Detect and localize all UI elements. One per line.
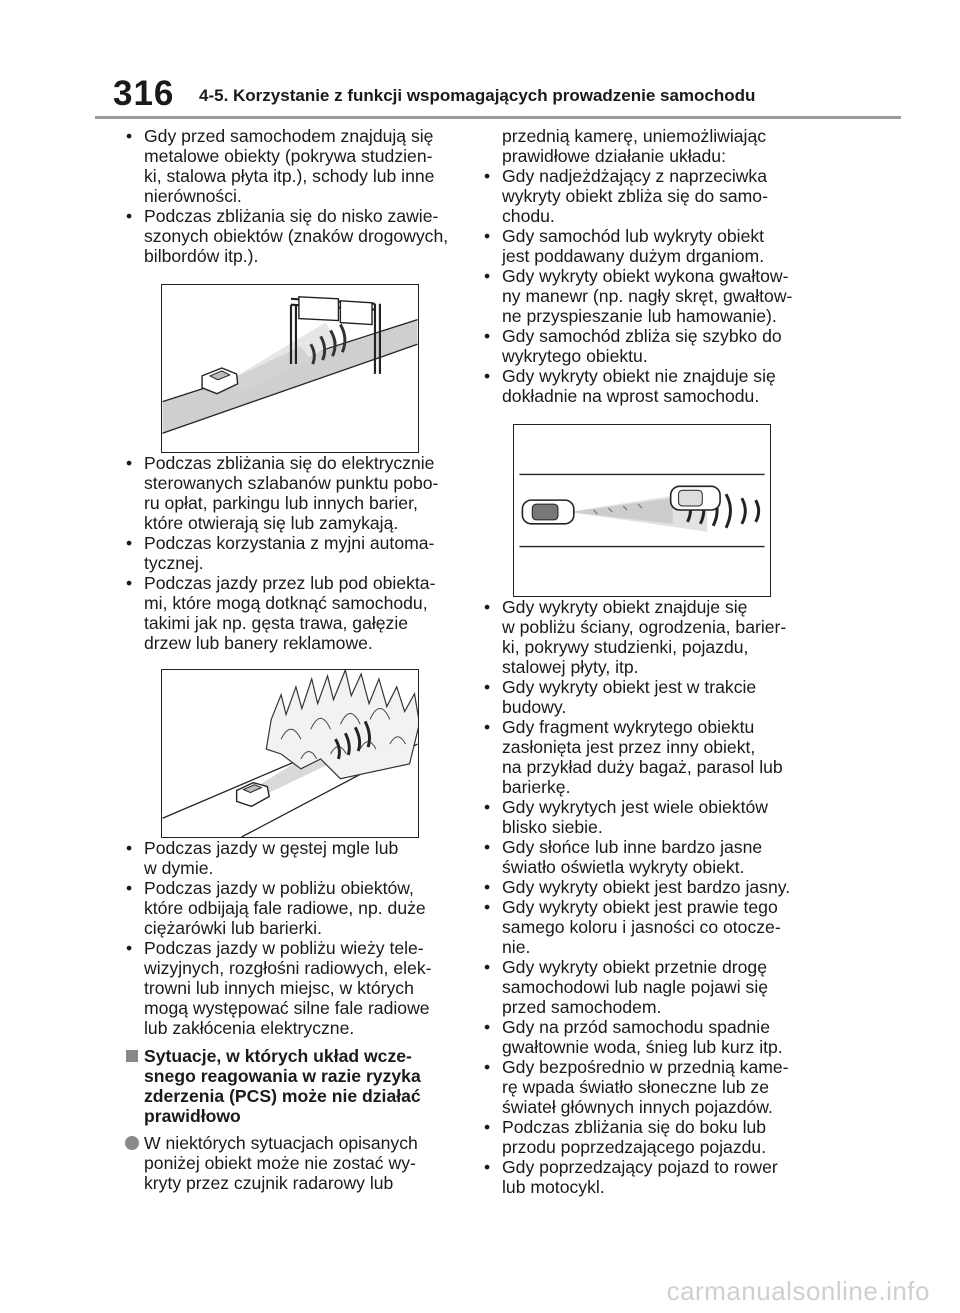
text-line: metalowe obiekty (pokrywa studzien- <box>144 146 433 166</box>
text-line: szonych obiektów (znaków drogowych, <box>144 226 449 246</box>
list-item <box>476 1057 816 1117</box>
text-line: gwałtownie woda, śnieg lub kurz itp. <box>502 1037 783 1057</box>
text-line: wykryty obiekt zbliża się do samo- <box>502 186 768 206</box>
text-line: zasłonięta jest przez inny obiekt, <box>502 737 756 757</box>
text-line: drzew lub banery reklamowe. <box>144 633 373 653</box>
text-line: Gdy samochód zbliża się szybko do <box>502 326 782 346</box>
text-line: lub motocykl. <box>502 1177 605 1197</box>
text-line: Podczas zbliżania się do nisko zawie- <box>144 206 439 226</box>
text-line: wizyjnych, rozgłośni radiowych, elek- <box>144 958 432 978</box>
text-line: tycznej. <box>144 553 204 573</box>
text-line: ru opłat, parkingu lub innych barier, <box>144 493 418 513</box>
text-line: Sytuacje, w których układ wcze- <box>144 1046 412 1066</box>
text-line: Gdy nadjeżdżający z naprzeciwka <box>502 166 768 186</box>
section-heading-lines <box>144 1046 463 1126</box>
text-line: ne przyspieszanie lub hamowanie). <box>502 306 777 326</box>
text-line: Gdy wykryty obiekt znajduje się <box>502 597 748 617</box>
text-line: przed samochodem. <box>502 997 662 1017</box>
text-line: ki, stalowa płyta itp.), schody lub inne <box>144 166 435 186</box>
text-line: budowy. <box>502 697 567 717</box>
illustration-dense-grass <box>161 669 419 838</box>
text-line: Podczas korzystania z myjni automa- <box>144 533 435 553</box>
text-line: bilbordów itp.). <box>144 246 259 266</box>
section-heading-pcs <box>118 1046 463 1126</box>
text-line: barierkę. <box>502 777 571 797</box>
list-item <box>476 597 816 677</box>
overhead-signs-drawing <box>162 285 418 452</box>
text-line: Gdy słońce lub inne bardzo jasne <box>502 837 763 857</box>
list-item <box>476 226 816 266</box>
text-line: świateł głównych innych pojazdów. <box>502 1097 773 1117</box>
text-line: stalowej płyty, itp. <box>502 657 639 677</box>
text-line: ki, pokrywy studzienki, pojazdu, <box>502 637 749 657</box>
text-line: Podczas jazdy w pobliżu obiektów, <box>144 878 414 898</box>
illustration-oncoming-vehicle <box>513 424 771 597</box>
text-line: mi, które mogą dotknąć samochodu, <box>144 593 428 613</box>
text-line: samochodowi lub nagle pojawi się <box>502 977 769 997</box>
text-line: ciężarówki lub barierki. <box>144 918 322 938</box>
right-list-2 <box>476 597 816 1197</box>
text-line: snego reagowania w razie ryzyka <box>144 1066 421 1086</box>
text-line: dokładnie na wprost samochodu. <box>502 386 760 406</box>
text-line: samego koloru i jasności co otocze- <box>502 917 781 937</box>
left-column <box>118 126 463 1193</box>
text-line: które otwierają się lub zamykają. <box>144 513 399 533</box>
text-line: Gdy poprzedzający pojazd to rower <box>502 1157 778 1177</box>
text-line: takimi jak np. gęsta trawa, gałęzie <box>144 613 409 633</box>
text-line: zderzenia (PCS) może nie działać <box>144 1086 421 1106</box>
text-line: chodu. <box>502 206 555 226</box>
list-item <box>476 717 816 797</box>
text-line: Gdy bezpośrednio w przednią kame- <box>502 1057 789 1077</box>
text-line: Gdy na przód samochodu spadnie <box>502 1017 770 1037</box>
text-line: Gdy wykryty obiekt wykona gwałtow- <box>502 266 789 286</box>
text-line: Gdy fragment wykrytego obiektu <box>502 717 755 737</box>
oncoming-vehicle-drawing <box>514 425 770 596</box>
text-line: nie. <box>502 937 531 957</box>
text-line: sterowanych szlabanów punktu pobo- <box>144 473 439 493</box>
text-line: Gdy samochód lub wykryty obiekt <box>502 226 765 246</box>
text-line: które odbijają fale radiowe, np. duże <box>144 898 426 918</box>
dense-grass-drawing <box>162 670 418 837</box>
list-item <box>118 838 463 878</box>
text-line: Podczas zbliżania się do boku lub <box>502 1117 767 1137</box>
header-title: 4-5. Korzystanie z funkcji wspomagających prowadzenie samochodu <box>199 86 756 105</box>
list-item <box>118 573 463 653</box>
text-line: prawidłowo <box>144 1106 241 1126</box>
text-line: przednią kamerę, uniemożliwiając <box>502 126 767 146</box>
text-line: Podczas jazdy przez lub pod obiekta- <box>144 573 436 593</box>
watermark: carmanualsonline.info <box>666 1276 930 1306</box>
left-list-3 <box>118 838 463 1038</box>
list-item <box>476 366 816 406</box>
text-line: jest poddawany dużym drganiom. <box>502 246 765 266</box>
text-line: na przykład duży bagaż, parasol lub <box>502 757 783 777</box>
text-line: Gdy wykryty obiekt jest prawie tego <box>502 897 778 917</box>
list-item <box>476 837 816 877</box>
list-item <box>118 126 463 206</box>
text-line: kryty przez czujnik radarowy lub <box>144 1173 394 1193</box>
text-line: wykrytego obiektu. <box>502 346 648 366</box>
list-item <box>476 266 816 326</box>
intro-paragraph <box>118 1133 463 1193</box>
right-list-1 <box>476 166 816 406</box>
list-item <box>476 877 816 897</box>
text-line: nierówności. <box>144 186 242 206</box>
text-line: Gdy wykryty obiekt jest bardzo jasny. <box>502 877 791 897</box>
text-line: przodu poprzedzającego pojazdu. <box>502 1137 767 1157</box>
text-line: rę wpada światło słoneczne lub ze <box>502 1077 769 1097</box>
text-line: lub zakłócenia elektryczne. <box>144 1018 355 1038</box>
text-line: Podczas jazdy w gęstej mgle lub <box>144 838 399 858</box>
text-line: poniżej obiekt może nie zostać wy- <box>144 1153 416 1173</box>
list-item <box>476 957 816 1017</box>
text-line: Gdy przed samochodem znajdują się <box>144 126 434 146</box>
square-bullet-icon <box>126 1050 138 1062</box>
list-item <box>476 1157 816 1197</box>
list-item <box>476 1117 816 1157</box>
illustration-overhead-signs <box>161 284 419 453</box>
text-line: w dymie. <box>144 858 214 878</box>
list-item <box>118 206 463 266</box>
text-line: Gdy wykryty obiekt jest w trakcie <box>502 677 757 697</box>
text-line: trowni lub innych miejsc, w których <box>144 978 414 998</box>
text-line: ny manewr (np. nagły skręt, gwałtow- <box>502 286 793 306</box>
text-line: W niektórych sytuacjach opisanych <box>144 1133 418 1153</box>
circle-bullet-icon <box>125 1136 139 1150</box>
text-line: Podczas jazdy w pobliżu wieży tele- <box>144 938 424 958</box>
intro-paragraph-lines <box>144 1133 463 1193</box>
list-item <box>476 1017 816 1057</box>
page-number: 316 <box>113 74 175 113</box>
continuation-text <box>476 126 816 166</box>
left-list-1 <box>118 126 463 266</box>
text-line: blisko siebie. <box>502 817 603 837</box>
list-item <box>118 453 463 533</box>
text-line: Podczas zbliżania się do elektrycznie <box>144 453 435 473</box>
text-line: Gdy wykrytych jest wiele obiektów <box>502 797 768 817</box>
list-item <box>476 166 816 226</box>
text-line: mogą występować silne fale radiowe <box>144 998 430 1018</box>
list-item <box>476 897 816 957</box>
list-item <box>476 326 816 366</box>
list-item <box>476 797 816 837</box>
left-list-2 <box>118 453 463 653</box>
list-item <box>118 938 463 1038</box>
header-rule <box>95 116 901 119</box>
right-column <box>476 126 816 1197</box>
list-item <box>118 878 463 938</box>
text-line: światło oświetla wykryty obiekt. <box>502 857 745 877</box>
text-line: Gdy wykryty obiekt nie znajduje się <box>502 366 776 386</box>
text-line: prawidłowe działanie układu: <box>502 146 726 166</box>
text-line: w pobliżu ściany, ogrodzenia, barier- <box>502 617 787 637</box>
text-line: Gdy wykryty obiekt przetnie drogę <box>502 957 767 977</box>
list-item <box>118 533 463 573</box>
list-item <box>476 677 816 717</box>
